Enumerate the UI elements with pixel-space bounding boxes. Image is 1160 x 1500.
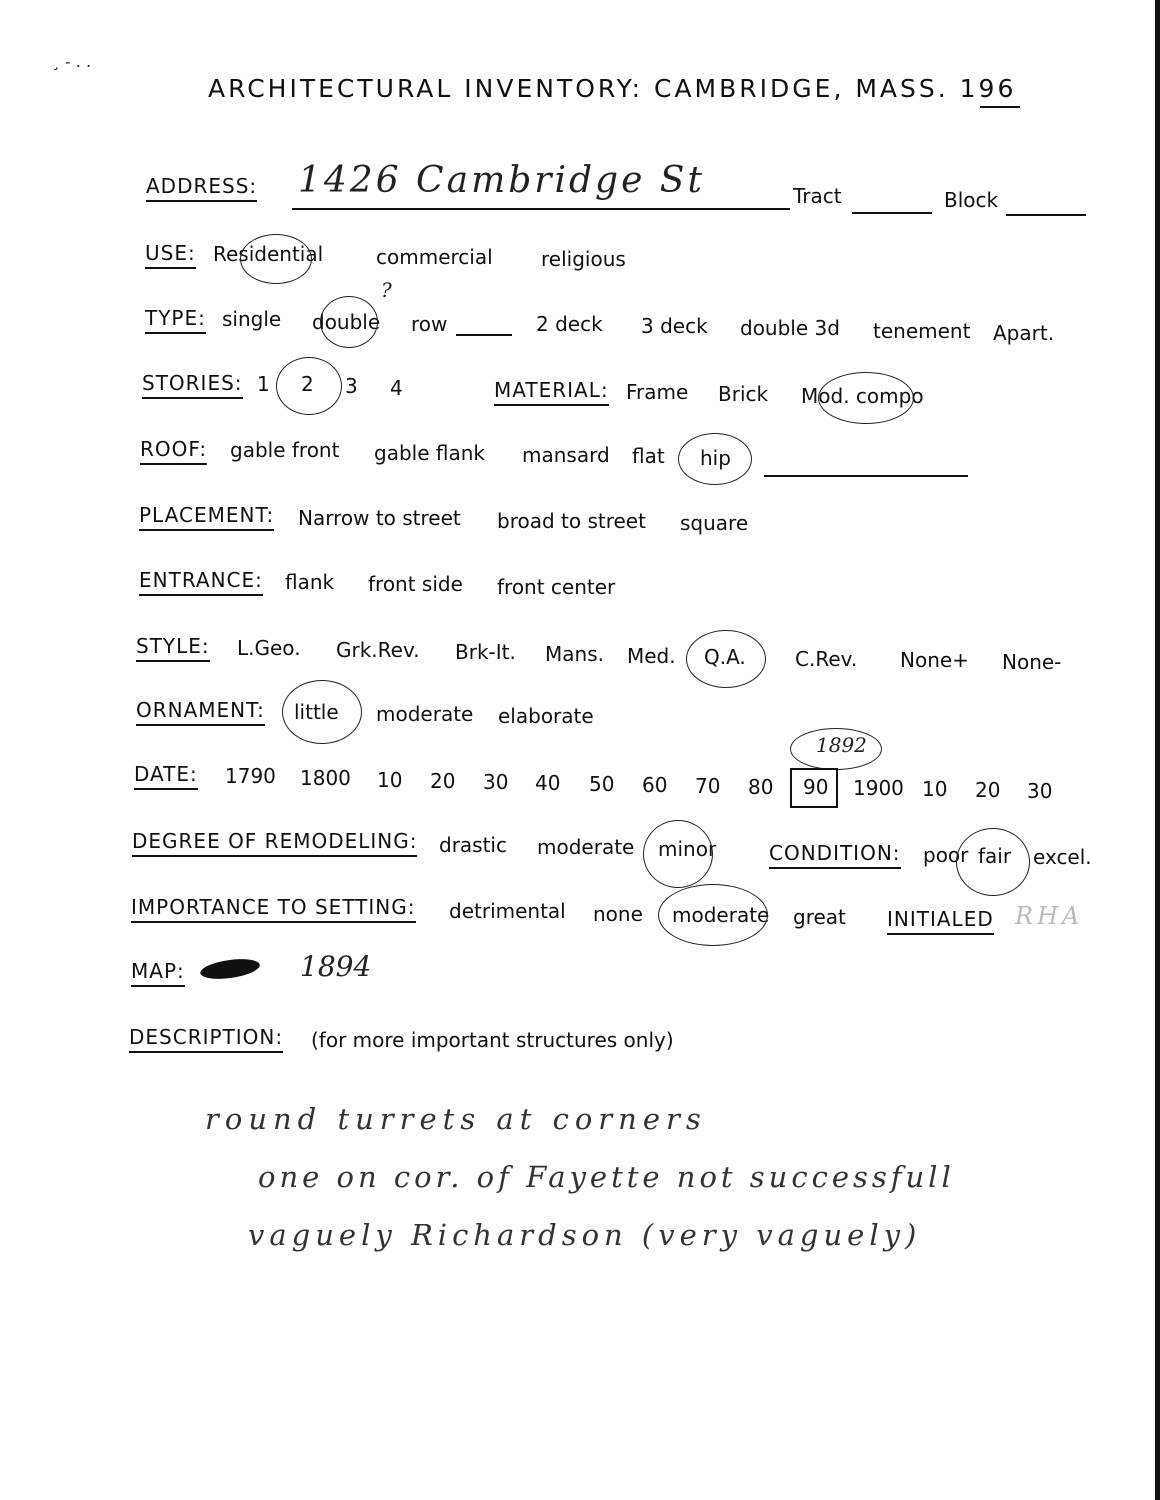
block-label: Block bbox=[944, 188, 999, 212]
row-blank bbox=[456, 334, 512, 336]
type-selected-circle bbox=[320, 296, 378, 348]
address-value: 1426 Cambridge St bbox=[298, 160, 705, 201]
date-option-50: 50 bbox=[589, 772, 615, 796]
style-option-c-rev: C.Rev. bbox=[795, 647, 858, 671]
scan-edge bbox=[1155, 0, 1160, 1500]
entrance-label: ENTRANCE: bbox=[139, 568, 263, 596]
tract-label: Tract bbox=[793, 184, 842, 208]
type-option-2-deck: 2 deck bbox=[536, 312, 603, 336]
stories-option-1: 1 bbox=[257, 372, 270, 396]
date-option-1930: 30 bbox=[1027, 779, 1053, 803]
entrance-option-front-center: front center bbox=[497, 575, 616, 599]
ornament-option-moderate: moderate bbox=[376, 702, 474, 726]
date-option-60: 60 bbox=[642, 773, 668, 797]
type-option-apart: Apart. bbox=[993, 321, 1055, 345]
date-option-10: 10 bbox=[377, 768, 403, 792]
roof-option-gable-flank: gable flank bbox=[374, 441, 485, 465]
importance-label: IMPORTANCE TO SETTING: bbox=[131, 895, 416, 923]
description-note: (for more important structures only) bbox=[311, 1028, 674, 1052]
form-title: ARCHITECTURAL INVENTORY: CAMBRIDGE, MASS. 196 bbox=[208, 74, 1017, 103]
date-option-1900: 1900 bbox=[853, 776, 904, 800]
description-line-1: round turrets at corners bbox=[205, 1102, 707, 1136]
use-label: USE: bbox=[145, 241, 196, 269]
type-option-single: single bbox=[222, 307, 282, 331]
style-label: STYLE: bbox=[136, 634, 210, 662]
date-option-20: 20 bbox=[430, 769, 456, 793]
material-option-frame: Frame bbox=[626, 380, 689, 404]
material-label: MATERIAL: bbox=[494, 378, 609, 406]
remodeling-selected-circle bbox=[643, 820, 713, 888]
material-option-brick: Brick bbox=[718, 382, 769, 406]
condition-label: CONDITION: bbox=[769, 841, 901, 869]
address-label: ADDRESS: bbox=[146, 174, 257, 202]
use-selected-circle bbox=[240, 234, 312, 284]
date-handwritten-year: 1892 bbox=[816, 733, 867, 757]
style-option-grk-rev: Grk.Rev. bbox=[336, 638, 420, 662]
year-blank bbox=[980, 106, 1020, 108]
condition-option-poor: poor bbox=[923, 843, 969, 867]
type-option-double: double bbox=[312, 310, 381, 334]
condition-selected-circle bbox=[956, 828, 1030, 896]
condition-option-fair: fair bbox=[978, 844, 1012, 868]
description-label: DESCRIPTION: bbox=[129, 1025, 283, 1053]
roof-option-gable-front: gable front bbox=[230, 438, 340, 462]
map-redaction-scribble bbox=[199, 956, 261, 982]
stories-label: STORIES: bbox=[142, 371, 243, 399]
style-option-q-a: Q.A. bbox=[704, 645, 746, 669]
date-option-1920: 20 bbox=[975, 778, 1001, 802]
placement-label: PLACEMENT: bbox=[139, 503, 274, 531]
remodeling-label: DEGREE OF REMODELING: bbox=[132, 829, 417, 857]
roof-other-line bbox=[764, 475, 968, 477]
stories-option-4: 4 bbox=[390, 376, 403, 400]
roof-option-hip: hip bbox=[700, 446, 731, 470]
roof-option-mansard: mansard bbox=[522, 443, 610, 467]
date-selected-box bbox=[790, 768, 838, 808]
ornament-selected-circle bbox=[282, 680, 362, 744]
block-line bbox=[1006, 214, 1086, 216]
importance-option-none: none bbox=[593, 902, 643, 926]
type-option-tenement: tenement bbox=[873, 319, 971, 343]
placement-option-narrow: Narrow to street bbox=[298, 506, 461, 530]
remodeling-option-minor: minor bbox=[658, 837, 717, 861]
roof-option-flat: flat bbox=[632, 444, 665, 468]
corner-mark: ¸ - ․ . bbox=[52, 52, 92, 71]
type-option-double-3d: double 3d bbox=[740, 316, 840, 340]
style-option-mans: Mans. bbox=[545, 642, 604, 666]
use-option-commercial: commercial bbox=[376, 245, 493, 269]
condition-option-excel: excel. bbox=[1033, 845, 1092, 869]
date-option-1790: 1790 bbox=[225, 764, 276, 788]
material-option-mod-compo: Mod. compo bbox=[801, 384, 924, 408]
remodeling-option-moderate: moderate bbox=[537, 835, 635, 859]
use-option-residential: Residential bbox=[213, 242, 324, 266]
stories-selected-circle bbox=[276, 357, 342, 415]
initialed-label: INITIALED bbox=[887, 907, 994, 935]
style-option-brk-it: Brk-It. bbox=[455, 640, 516, 664]
importance-option-detrimental: detrimental bbox=[449, 899, 566, 923]
initialed-value: RHA bbox=[1015, 902, 1084, 930]
style-option-l-geo: L.Geo. bbox=[237, 636, 301, 660]
placement-option-square: square bbox=[680, 511, 749, 535]
ornament-option-little: little bbox=[294, 700, 339, 724]
entrance-option-flank: flank bbox=[285, 570, 335, 594]
ornament-option-elaborate: elaborate bbox=[498, 704, 594, 728]
description-line-3: vaguely Richardson (very vaguely) bbox=[248, 1218, 922, 1252]
style-option-med: Med. bbox=[627, 644, 676, 668]
style-selected-circle bbox=[686, 630, 766, 688]
date-option-90: 90 bbox=[803, 775, 829, 799]
style-option-none-plus: None+ bbox=[900, 648, 969, 672]
address-line bbox=[292, 208, 790, 210]
date-label: DATE: bbox=[134, 762, 198, 790]
material-selected-circle bbox=[818, 372, 914, 424]
description-line-2: one on cor. of Fayette not successfull bbox=[258, 1160, 955, 1194]
remodeling-option-drastic: drastic bbox=[439, 833, 507, 857]
date-year-circle bbox=[790, 728, 882, 770]
entrance-option-front-side: front side bbox=[368, 572, 463, 596]
type-question-mark: ? bbox=[381, 278, 392, 302]
importance-selected-circle bbox=[658, 884, 768, 946]
roof-label: ROOF: bbox=[140, 437, 207, 465]
date-option-30: 30 bbox=[483, 770, 509, 794]
stories-option-2: 2 bbox=[301, 372, 314, 396]
date-option-70: 70 bbox=[695, 774, 721, 798]
importance-option-moderate: moderate bbox=[672, 903, 770, 927]
map-label: MAP: bbox=[131, 959, 185, 987]
date-option-40: 40 bbox=[535, 771, 561, 795]
date-option-1910: 10 bbox=[922, 777, 948, 801]
tract-line bbox=[852, 212, 932, 214]
ornament-label: ORNAMENT: bbox=[136, 698, 265, 726]
use-option-religious: religious bbox=[541, 247, 626, 271]
type-option-3-deck: 3 deck bbox=[641, 314, 708, 338]
stories-option-3: 3 bbox=[345, 374, 358, 398]
date-option-1800: 1800 bbox=[300, 766, 351, 790]
type-label: TYPE: bbox=[145, 306, 206, 334]
type-option-row: row bbox=[411, 312, 448, 336]
placement-option-broad: broad to street bbox=[497, 509, 646, 533]
style-option-none-minus: None- bbox=[1002, 650, 1062, 674]
map-value: 1894 bbox=[300, 950, 372, 983]
roof-selected-circle bbox=[678, 433, 752, 485]
date-option-80: 80 bbox=[748, 775, 774, 799]
importance-option-great: great bbox=[793, 905, 846, 929]
